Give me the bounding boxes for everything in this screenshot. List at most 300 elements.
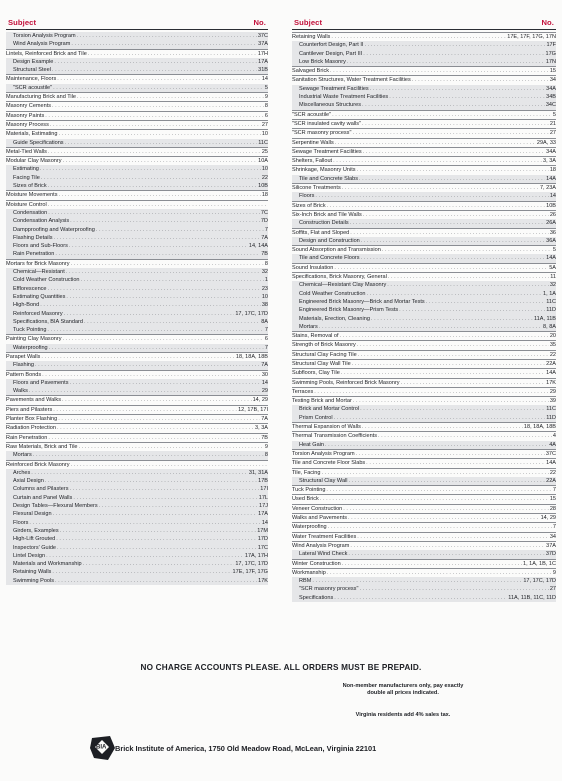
- publisher-address: Brick Institute of America, 1750 Old Meadow Road, McLean, Virginia 22101: [115, 744, 377, 753]
- leader-dots: [66, 268, 261, 276]
- entry-number: 26A: [546, 220, 556, 227]
- leader-dots: [49, 344, 264, 352]
- entry-subject: Sanitation Structures, Water Treatment Facilities: [292, 77, 411, 84]
- index-subentry: [292, 441, 556, 449]
- left-column: [6, 15, 268, 585]
- index-entry: [292, 513, 556, 522]
- leader-dots: [314, 388, 549, 396]
- leader-dots: [358, 351, 549, 359]
- leader-dots: [348, 514, 540, 522]
- leader-dots: [57, 424, 254, 432]
- entry-number: 29A, 33: [536, 139, 556, 146]
- index-subentry: [6, 139, 268, 147]
- leader-dots: [353, 397, 549, 405]
- entry-number: 7, 23A: [539, 185, 556, 192]
- entry-subject: Materials, Erection, Cleaning: [299, 315, 370, 322]
- right-column-header: [292, 15, 556, 30]
- entry-subject: Mortars: [13, 452, 32, 459]
- entry-number: 17G: [545, 50, 556, 57]
- entry-subject: Axial Design: [13, 478, 44, 485]
- entry-subject: Retaining Walls: [292, 34, 331, 40]
- leader-dots: [48, 209, 260, 217]
- index-subentry: [6, 469, 268, 477]
- entry-subject: Thermal Transmission Coefficients: [292, 433, 377, 440]
- entry-subject: Columns and Pilasters: [13, 486, 69, 493]
- entry-subject: Structural Steel: [13, 67, 51, 74]
- entry-subject: Girders, Examples: [13, 527, 59, 534]
- entry-number: 5: [264, 84, 268, 91]
- index-entry: [6, 405, 268, 414]
- entry-subject: Walks: [13, 388, 28, 395]
- entry-number: 11C: [546, 298, 556, 305]
- index-subentry: [6, 58, 268, 66]
- entry-number: 20: [549, 333, 556, 340]
- index-subentry: [6, 209, 268, 217]
- entry-subject: "SCR acoustile": [292, 111, 332, 118]
- entry-number: 37C: [545, 450, 556, 457]
- entry-number: 8: [264, 260, 268, 267]
- entry-number: 9: [264, 443, 268, 450]
- entry-number: 4A: [549, 441, 556, 448]
- entry-number: 7: [552, 524, 556, 531]
- entry-subject: Prism Control: [299, 414, 333, 421]
- entry-subject: Floors and Pavements: [13, 379, 69, 386]
- index-subentry: [292, 41, 556, 49]
- leader-dots: [52, 102, 264, 110]
- entry-subject: Sizes of Brick: [13, 183, 47, 190]
- index-subentry: [292, 477, 556, 485]
- index-subentry: [292, 290, 556, 298]
- left-column-header: [6, 15, 268, 30]
- entry-number: 14, 14A: [248, 243, 268, 250]
- leader-dots: [35, 361, 260, 369]
- entry-subject: Workmanship: [292, 569, 326, 576]
- entry-number: 14: [261, 519, 268, 526]
- leader-dots: [88, 50, 257, 58]
- index-subentry: [292, 550, 556, 558]
- leader-dots: [366, 459, 545, 467]
- entry-number: 14, 29: [540, 515, 556, 522]
- entry-subject: Shrinkage, Masonry Units: [292, 167, 356, 174]
- index-subentry: [6, 234, 268, 242]
- entry-number: 4: [552, 433, 556, 440]
- index-subentry: [6, 577, 268, 585]
- index-entry: [6, 334, 268, 343]
- leader-dots: [70, 485, 260, 493]
- entry-number: 29: [549, 388, 556, 395]
- entry-number: 10: [261, 166, 268, 173]
- entry-number: 8, 8A: [543, 323, 556, 330]
- entry-number: 17L: [258, 494, 268, 501]
- entry-number: 9: [264, 94, 268, 101]
- entry-number: 8: [264, 103, 268, 110]
- entry-subject: Sewage Treatment Facilities: [299, 85, 369, 92]
- leader-dots: [325, 441, 548, 449]
- entry-number: 6: [264, 112, 268, 119]
- entry-number: 7A: [261, 234, 268, 241]
- index-entry: [292, 245, 556, 254]
- entry-subject: Piers and Pilasters: [6, 406, 53, 413]
- index-entry: [6, 460, 268, 469]
- leader-dots: [401, 379, 546, 387]
- index-subentry: [292, 577, 556, 585]
- entry-subject: Veneer Construction: [292, 505, 343, 512]
- entry-subject: Materials and Workmanship: [13, 561, 82, 568]
- entry-subject: Soffits, Flat and Sloped: [292, 229, 350, 236]
- entry-subject: Low Brick Masonry: [299, 58, 346, 65]
- index-subentry: [6, 560, 268, 568]
- leader-dots: [29, 387, 261, 395]
- index-subentry: [6, 217, 268, 225]
- entry-subject: Design Tables—Flexural Members: [13, 503, 98, 510]
- entry-subject: Retaining Walls: [13, 569, 52, 576]
- leader-dots: [399, 306, 545, 314]
- entry-subject: Construction Details: [299, 220, 349, 227]
- leader-dots: [50, 121, 261, 129]
- index-entry: [292, 468, 556, 477]
- entry-number: 22: [549, 351, 556, 358]
- leader-dots: [42, 371, 261, 379]
- leader-dots: [333, 157, 542, 165]
- index-entry: [6, 259, 268, 268]
- index-entry: [292, 359, 556, 368]
- entry-number: 18, 18A, 18B: [235, 353, 268, 360]
- entry-subject: Swimming Pools, Reinforced Brick Masonry: [292, 379, 400, 386]
- leader-dots: [47, 326, 264, 334]
- entry-number: 17D: [257, 536, 268, 543]
- entry-subject: Lateral Wind Check: [299, 551, 348, 558]
- entry-subject: Condensation: [13, 209, 48, 216]
- entry-subject: Tile and Concrete Floors: [299, 255, 360, 262]
- entry-number: 17H: [257, 50, 268, 57]
- leader-dots: [57, 75, 261, 83]
- entry-number: 17K: [546, 379, 556, 386]
- entry-number: 32: [549, 282, 556, 289]
- entry-subject: Painting Clay Masonry: [6, 336, 62, 343]
- entry-number: 31B: [258, 67, 268, 74]
- entry-subject: Sewage Treatment Facilities: [292, 148, 362, 155]
- leader-dots: [58, 130, 260, 138]
- entry-subject: Modular Clay Masonry: [6, 158, 62, 165]
- leader-dots: [382, 246, 552, 254]
- entry-subject: Inspectors' Guide: [13, 544, 56, 551]
- leader-dots: [312, 577, 522, 585]
- leader-dots: [65, 139, 258, 147]
- entry-number: 10: [261, 293, 268, 300]
- leader-dots: [328, 523, 552, 531]
- entry-number: 14A: [546, 370, 556, 377]
- entry-number: 17I: [260, 486, 268, 493]
- entry-subject: Chemical—Resistant: [13, 269, 65, 276]
- index-subentry: [292, 315, 556, 323]
- entry-subject: Facing Tile: [13, 174, 40, 181]
- entry-number: 32: [261, 269, 268, 276]
- index-subentry: [6, 387, 268, 395]
- entry-subject: Mortars: [299, 323, 318, 330]
- index-subentry: [6, 310, 268, 318]
- leader-dots: [412, 76, 549, 84]
- index-subentry: [6, 510, 268, 518]
- entry-number: 1, 1A, 1B, 1C: [523, 560, 556, 567]
- leader-dots: [320, 495, 549, 503]
- logo-text: BIA: [96, 744, 107, 751]
- number-heading: No.: [253, 17, 266, 27]
- entry-number: 34A: [546, 85, 556, 92]
- entry-subject: Masonry Cements: [6, 103, 52, 110]
- leader-dots: [31, 469, 248, 477]
- entry-subject: Arches: [13, 469, 31, 476]
- index-entry: [292, 201, 556, 210]
- index-entry: [292, 396, 556, 405]
- leader-dots: [55, 577, 257, 585]
- entry-subject: Specifications, BIA Standard: [13, 318, 83, 325]
- index-entry: [292, 458, 556, 467]
- leader-dots: [350, 542, 545, 550]
- leader-dots: [71, 40, 257, 48]
- index-entry: [292, 228, 556, 237]
- entry-subject: Flashing Details: [13, 234, 53, 241]
- leader-dots: [343, 505, 549, 513]
- index-entry: [6, 442, 268, 451]
- entry-subject: Brick and Mortar Control: [299, 406, 360, 413]
- index-entry: [6, 147, 268, 156]
- leader-dots: [359, 585, 548, 593]
- entry-number: 8: [264, 452, 268, 459]
- entry-subject: Terraces: [292, 388, 314, 395]
- entry-number: 1: [264, 277, 268, 284]
- leader-dots: [350, 219, 545, 227]
- index-subentry: [292, 414, 556, 422]
- entry-subject: Engineered Brick Masonry—Prism Tests: [299, 307, 399, 314]
- leader-dots: [326, 486, 552, 494]
- leader-dots: [357, 341, 549, 349]
- entry-number: 6: [264, 336, 268, 343]
- entry-subject: Lintels, Reinforced Brick and Tile: [6, 50, 87, 57]
- leader-dots: [332, 111, 552, 119]
- leader-dots: [327, 569, 552, 577]
- entry-number: 14A: [546, 255, 556, 262]
- index-subentry: [292, 237, 556, 245]
- index-entry: [292, 485, 556, 494]
- leader-dots: [356, 450, 545, 458]
- leader-dots: [63, 335, 264, 343]
- entry-subject: Metal-Tied Walls: [6, 148, 47, 155]
- leader-dots: [363, 50, 544, 58]
- leader-dots: [57, 544, 257, 552]
- index-subentry: [6, 32, 268, 40]
- entry-subject: Masonry Paints: [6, 112, 45, 119]
- entry-subject: Tuck Pointing: [13, 327, 47, 334]
- entry-subject: Estimating: [13, 166, 39, 173]
- entry-subject: Flashing: [13, 362, 34, 369]
- index-entry: [6, 111, 268, 120]
- entry-subject: Rain Penetration: [13, 251, 55, 258]
- index-subentry: [6, 477, 268, 485]
- index-entry: [292, 147, 556, 156]
- leader-dots: [362, 423, 523, 431]
- entry-subject: Testing Brick and Mortar: [292, 398, 352, 405]
- entry-subject: "SCR masonry process": [299, 586, 359, 593]
- leader-dots: [73, 494, 257, 502]
- index-entry: [292, 350, 556, 359]
- index-subentry: [292, 85, 556, 93]
- entry-number: 10A: [258, 158, 268, 165]
- subject-heading: Subject: [8, 17, 37, 27]
- index-subentry: [6, 568, 268, 576]
- index-entry: [6, 352, 268, 361]
- entry-number: 22A: [546, 360, 556, 367]
- entry-subject: Parapet Walls: [6, 353, 41, 360]
- leader-dots: [363, 148, 545, 156]
- index-entry: [6, 92, 268, 101]
- entry-subject: Pavements and Walks: [6, 397, 61, 404]
- entry-subject: Used Brick: [292, 496, 319, 503]
- leader-dots: [45, 112, 264, 120]
- entry-subject: Six-Inch Brick and Tile Walls: [292, 211, 362, 218]
- entry-number: 7B: [261, 434, 268, 441]
- entry-number: 17, 17C, 17D: [235, 310, 268, 317]
- entry-number: 37A: [546, 542, 556, 549]
- index-subentry: [6, 250, 268, 258]
- leader-dots: [48, 285, 261, 293]
- entry-subject: Serpentine Walls: [292, 139, 334, 146]
- entry-number: 17A: [258, 58, 268, 65]
- index-entry: [292, 119, 556, 128]
- leader-dots: [64, 310, 235, 318]
- entry-subject: High-Bond: [13, 302, 40, 309]
- leader-dots: [71, 260, 264, 268]
- entry-subject: Structural Clay Wall: [299, 477, 348, 484]
- entry-subject: Floors and Sub-Floors: [13, 243, 68, 250]
- leader-dots: [33, 451, 264, 459]
- leader-dots: [54, 58, 257, 66]
- entry-subject: Lintel Design: [13, 552, 46, 559]
- entry-number: 17F: [546, 42, 556, 49]
- leader-dots: [40, 301, 261, 309]
- index-entry: [6, 433, 268, 442]
- leader-dots: [330, 67, 549, 75]
- leader-dots: [70, 217, 260, 225]
- entry-subject: Sizes of Brick: [292, 202, 326, 209]
- leader-dots: [359, 175, 545, 183]
- entry-subject: Masonry Process: [6, 121, 49, 128]
- leader-dots: [315, 192, 548, 200]
- entry-subject: Radiation Protection: [6, 425, 56, 432]
- index-subentry: [292, 298, 556, 306]
- index-subentry: [6, 485, 268, 493]
- entry-subject: Thermal Expansion of Walls: [292, 424, 361, 431]
- subject-heading: Subject: [294, 17, 323, 27]
- entry-number: 27: [261, 121, 268, 128]
- entry-number: 14: [549, 193, 556, 200]
- entry-number: 14, 29: [252, 397, 268, 404]
- entry-subject: Floors: [299, 193, 315, 200]
- leader-dots: [360, 405, 545, 413]
- leader-dots: [41, 174, 261, 182]
- entry-number: 7A: [261, 416, 268, 423]
- leader-dots: [334, 414, 546, 422]
- index-subentry: [6, 535, 268, 543]
- leader-dots: [40, 165, 261, 173]
- entry-number: 14: [261, 379, 268, 386]
- entry-number: 17E, 17F, 17G, 17N: [507, 34, 556, 40]
- entry-number: 7A: [261, 362, 268, 369]
- entry-subject: Torsion Analysis Program: [13, 33, 76, 39]
- leader-dots: [367, 290, 543, 298]
- index-subentry: [292, 323, 556, 331]
- index-subentry: [6, 66, 268, 74]
- entry-number: 36: [549, 229, 556, 236]
- entry-number: 28: [549, 505, 556, 512]
- entry-number: 17B: [258, 478, 268, 485]
- index-entry: [292, 210, 556, 219]
- entry-subject: Manufacturing Brick and Tile: [6, 94, 76, 101]
- index-entry: [292, 128, 556, 137]
- leader-dots: [56, 535, 257, 543]
- index-entry: [292, 522, 556, 531]
- entry-subject: Rain Penetration: [6, 434, 48, 441]
- index-entry: [292, 156, 556, 165]
- leader-dots: [335, 139, 536, 147]
- index-entry: [6, 395, 268, 404]
- entry-number: 7: [264, 327, 268, 334]
- entry-number: 37D: [545, 551, 556, 558]
- index-subentry: [292, 281, 556, 289]
- entry-number: 7: [264, 344, 268, 351]
- index-entry: [6, 120, 268, 129]
- index-subentry: [292, 50, 556, 58]
- leader-dots: [350, 229, 549, 237]
- entry-subject: "SCR acoustile": [13, 84, 53, 91]
- leader-dots: [52, 66, 257, 74]
- entry-subject: Tuck Pointing: [292, 487, 326, 494]
- leader-dots: [389, 93, 545, 101]
- entry-number: 27: [549, 130, 556, 137]
- index-subentry: [6, 268, 268, 276]
- leader-dots: [331, 33, 506, 41]
- index-subentry: [6, 519, 268, 527]
- entry-number: 35: [549, 342, 556, 349]
- entry-subject: Tile, Facing: [292, 469, 321, 476]
- index-entry: [6, 370, 268, 379]
- entry-number: 11A, 11B: [534, 315, 556, 322]
- entry-number: 3, 3A: [543, 158, 556, 165]
- index-entry: [292, 138, 556, 147]
- leader-dots: [45, 477, 257, 485]
- leader-dots: [319, 323, 542, 331]
- index-entry: [292, 272, 556, 281]
- entry-subject: Structural Clay Facing Tile: [292, 351, 357, 358]
- index-subentry: [292, 219, 556, 227]
- entry-number: 30: [261, 371, 268, 378]
- entry-number: 25: [261, 148, 268, 155]
- entry-subject: "SCR insulated cavity walls": [292, 120, 361, 127]
- leader-dots: [327, 202, 546, 210]
- entry-number: 17N: [545, 58, 556, 65]
- index-subentry: [6, 285, 268, 293]
- leader-dots: [83, 560, 235, 568]
- right-column: [292, 15, 556, 602]
- entry-number: 11C: [546, 406, 556, 413]
- entry-number: 14A: [546, 175, 556, 182]
- entry-subject: Specifications, Brick Masonry, General: [292, 274, 387, 281]
- index-subentry: [6, 318, 268, 326]
- index-entry: [6, 423, 268, 432]
- leader-dots: [341, 369, 545, 377]
- entry-subject: Materials, Estimating: [6, 131, 58, 138]
- leader-dots: [362, 101, 545, 109]
- index-entry: [292, 110, 556, 119]
